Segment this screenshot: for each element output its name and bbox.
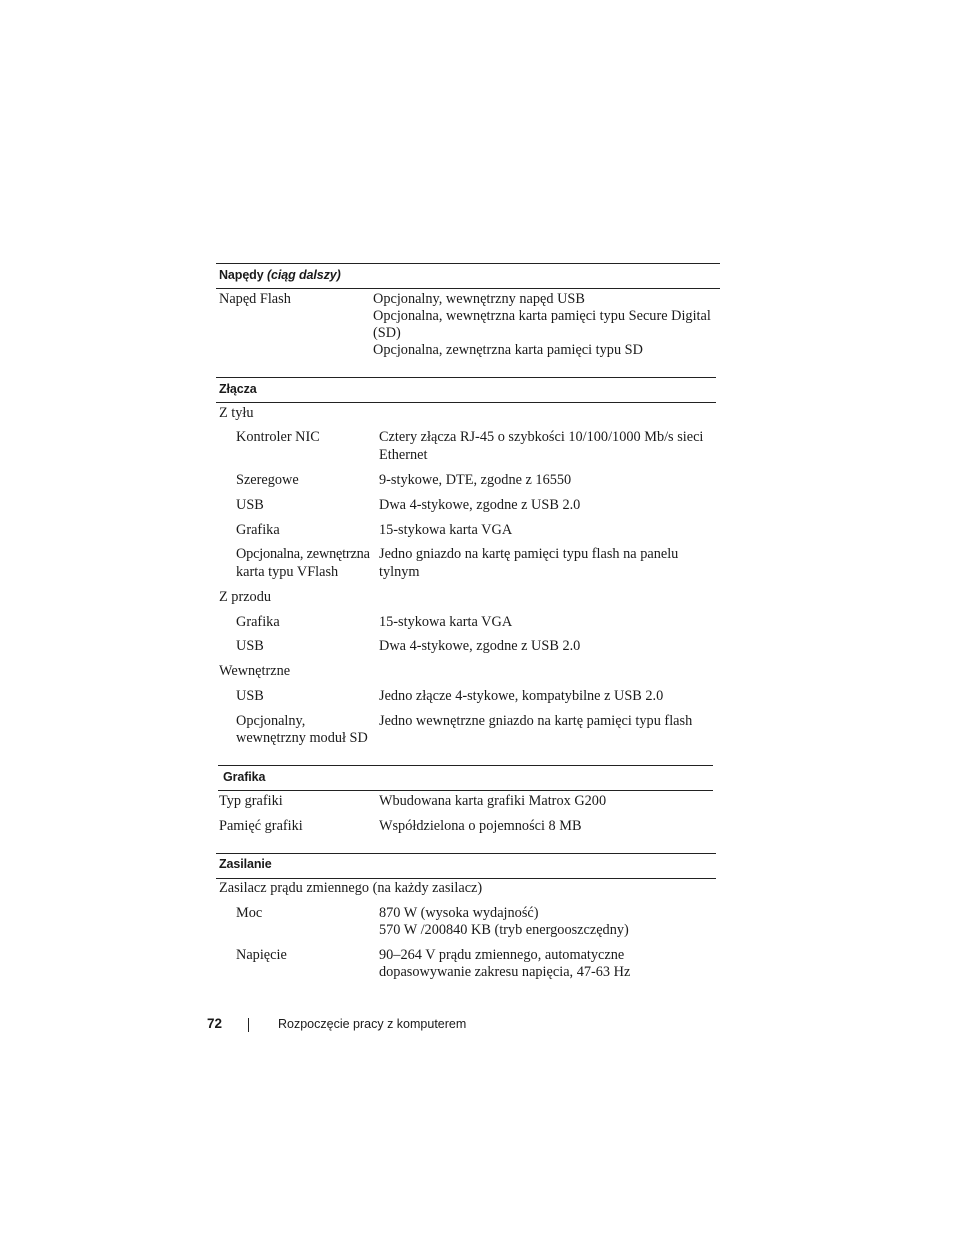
section-heading-video: Grafika (223, 770, 266, 784)
section-top-rule (216, 377, 716, 378)
spec-label-vflash-2: karta typu VFlash (236, 564, 339, 580)
section-heading-rule (216, 878, 716, 879)
spec-label-serial: Szeregowe (236, 472, 299, 488)
spec-value-vflash-1: Jedno gniazdo na kartę pamięci typu flash na panelu (379, 546, 679, 562)
spec-label-nic: Kontroler NIC (236, 429, 320, 445)
spec-label-video-front: Grafika (236, 614, 280, 630)
spec-value-video-memory: Współdzielona o pojemności 8 MB (379, 818, 582, 834)
group-label-front: Z przodu (219, 589, 272, 605)
group-label-ac-supply: Zasilacz prądu zmiennego (na każdy zasilacz) (219, 880, 483, 896)
spec-value-vflash-2: tylnym (379, 564, 420, 580)
spec-value-usb-back: Dwa 4-stykowe, zgodne z USB 2.0 (379, 497, 581, 513)
section-top-rule (218, 765, 713, 766)
spec-value-flash-2: Opcjonalna, wewnętrzna karta pamięci typu Secure Digital (373, 308, 711, 324)
spec-value-wattage-1: 870 W (wysoka wydajność) (379, 905, 539, 921)
spec-label-usb-front: USB (236, 638, 264, 654)
footer-separator (248, 1018, 249, 1032)
spec-label-video-back: Grafika (236, 522, 280, 538)
spec-value-sd: Jedno wewnętrzne gniazdo na kartę pamięci typu flash (379, 713, 693, 729)
spec-value-voltage-1: 90–264 V prądu zmiennego, automatyczne (379, 947, 625, 963)
group-label-back: Z tyłu (219, 405, 254, 421)
section-heading-rule (216, 288, 720, 289)
section-heading-rule (216, 402, 716, 403)
spec-label-video-memory: Pamięć grafiki (219, 818, 303, 834)
section-top-rule (216, 263, 720, 264)
group-label-internal: Wewnętrzne (219, 663, 291, 679)
spec-label-usb-internal: USB (236, 688, 264, 704)
section-top-rule (216, 853, 716, 854)
spec-label-flash-drive: Napęd Flash (219, 291, 291, 307)
spec-label-wattage: Moc (236, 905, 263, 921)
spec-value-nic-2: Ethernet (379, 447, 428, 463)
spec-label-sd-2: wewnętrzny moduł SD (236, 730, 368, 746)
spec-label-video-type: Typ grafiki (219, 793, 283, 809)
spec-value-flash-4: Opcjonalna, zewnętrzna karta pamięci typu SD (373, 342, 643, 358)
section-heading-rule (218, 790, 713, 791)
spec-label-sd-1: Opcjonalny, (236, 713, 306, 729)
spec-value-video-type: Wbudowana karta grafiki Matrox G200 (379, 793, 607, 809)
spec-value-wattage-2: 570 W /200840 KB (tryb energooszczędny) (379, 922, 629, 938)
section-heading-drives: Napędy (ciąg dalszy) (219, 268, 341, 282)
spec-value-nic-1: Cztery złącza RJ-45 o szybkości 10/100/1000 Mb/s sieci (379, 429, 704, 445)
footer-chapter-title: Rozpoczęcie pracy z komputerem (278, 1017, 467, 1031)
spec-value-usb-internal: Jedno złącze 4-stykowe, kompatybilne z USB 2.0 (379, 688, 664, 704)
spec-value-video-front: 15-stykowa karta VGA (379, 614, 513, 630)
spec-value-flash-1: Opcjonalny, wewnętrzny napęd USB (373, 291, 585, 307)
spec-label-vflash-1: Opcjonalna, zewnętrzna (236, 546, 370, 562)
spec-value-video-back: 15-stykowa karta VGA (379, 522, 513, 538)
spec-label-voltage: Napięcie (236, 947, 287, 963)
section-heading-connectors: Złącza (219, 382, 257, 396)
section-heading-power: Zasilanie (219, 857, 272, 871)
spec-value-flash-3: (SD) (373, 325, 401, 341)
spec-label-usb-back: USB (236, 497, 264, 513)
page-number: 72 (207, 1016, 223, 1031)
spec-value-serial: 9-stykowe, DTE, zgodne z 16550 (379, 472, 572, 488)
spec-value-voltage-2: dopasowywanie zakresu napięcia, 47-63 Hz (379, 964, 631, 980)
spec-value-usb-front: Dwa 4-stykowe, zgodne z USB 2.0 (379, 638, 581, 654)
